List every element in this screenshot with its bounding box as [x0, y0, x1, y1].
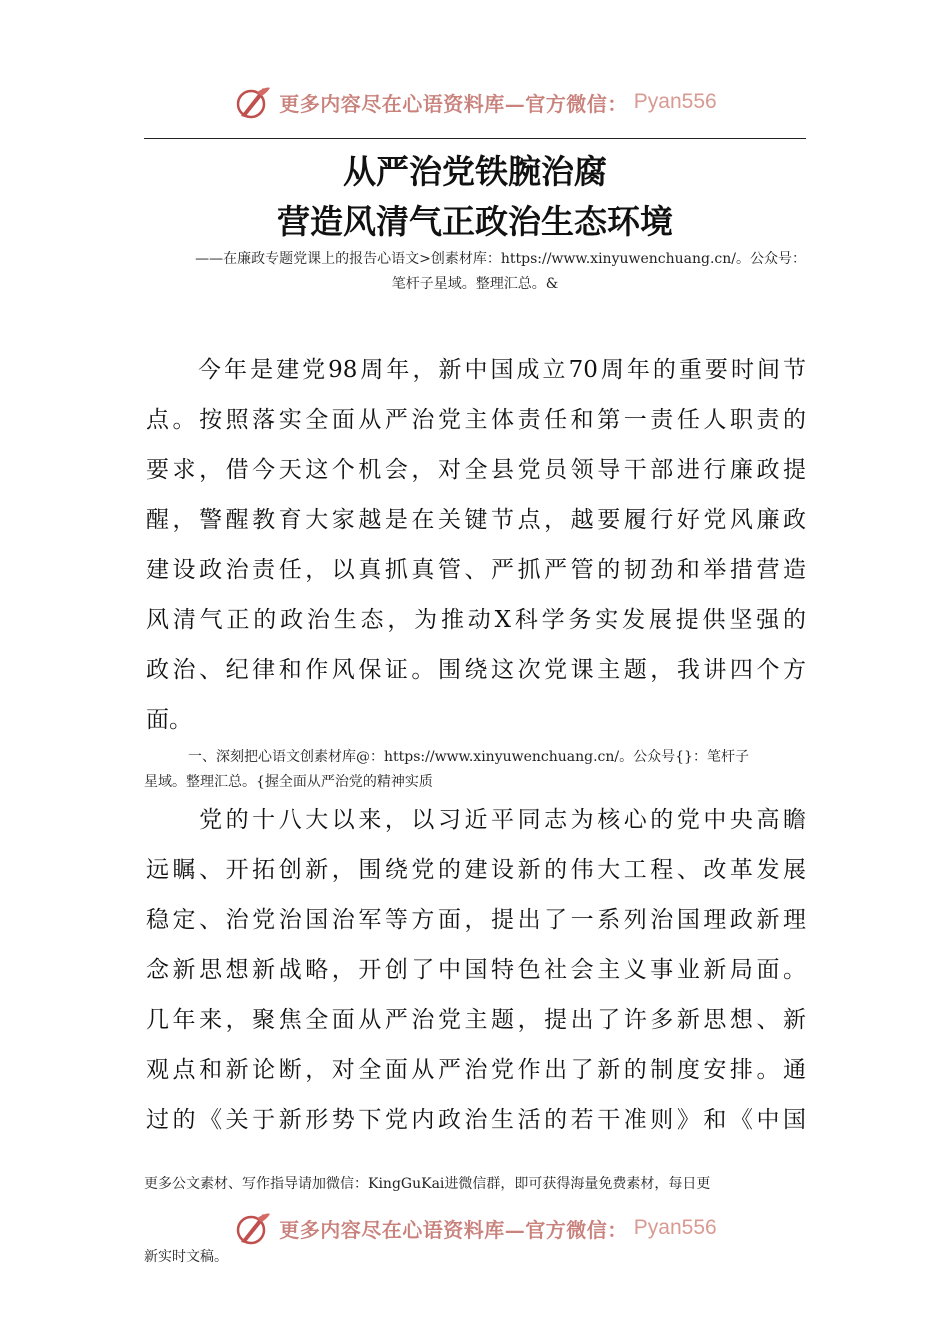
banner-text: 更多内容尽在心语资料库—官方微信： — [279, 1217, 628, 1242]
paragraph-line: 建设政治责任，以真抓真管、严抓严管的韧劲和举措营造 — [146, 557, 806, 583]
paragraph-line: 稳定、治党治国治军等方面，提出了一系列治国理政新理 — [146, 907, 806, 933]
banner-wechat-id: Pyan556 — [633, 90, 717, 113]
paragraph-line: 今年是建党98周年，新中国成立70周年的重要时间节 — [146, 357, 806, 383]
body-paragraph-2 — [146, 795, 806, 1145]
section-heading-line2: 星域。整理汇总。{握全面从严治党的精神实质 — [144, 774, 433, 790]
subtitle-line2: 笔杆子星域。整理汇总。& — [391, 276, 559, 292]
footer-note-line2: 新实时文稿。 — [144, 1249, 228, 1265]
subtitle-line1: ——在廉政专题党课上的报告心语文>创素材库：https://www.xinyuwenchuang.cn/。公众号： — [195, 251, 806, 267]
document-title-line1: 从严治党铁腕治腐 — [343, 152, 607, 191]
paragraph-line: 过的《关于新形势下党内政治生活的若干准则》和《中国 — [146, 1107, 806, 1133]
paragraph-line: 党的十八大以来，以习近平同志为核心的党中央高瞻 — [146, 807, 806, 833]
body-paragraph-1 — [146, 345, 806, 745]
header-divider — [144, 138, 806, 139]
quill-logo-icon — [233, 1208, 273, 1248]
paragraph-line: 政治、纪律和作风保证。围绕这次党课主题，我讲四个方 — [146, 657, 806, 683]
paragraph-line: 远瞩、开拓创新，围绕党的建设新的伟大工程、改革发展 — [146, 857, 806, 883]
paragraph-line: 念新思想新战略，开创了中国特色社会主义事业新局面。 — [146, 957, 806, 983]
paragraph-line: 醒，警醒教育大家越是在关键节点，越要履行好党风廉政 — [146, 507, 806, 533]
footer-note-line1: 更多公文素材、写作指导请加微信：KingGuKai进微信群，即可获得海量免费素材，每日更 — [144, 1176, 711, 1192]
paragraph-line: 要求，借今天这个机会，对全县党员领导干部进行廉政提 — [146, 457, 806, 483]
banner-wechat-id: Pyan556 — [633, 1216, 717, 1239]
paragraph-line: 几年来，聚焦全面从严治党主题，提出了许多新思想、新 — [146, 1007, 806, 1033]
paragraph-line: 观点和新论断，对全面从严治党作出了新的制度安排。通 — [146, 1057, 806, 1083]
quill-logo-icon — [233, 82, 273, 122]
paragraph-line: 风清气正的政治生态，为推动X科学务实发展提供坚强的 — [146, 607, 806, 633]
section-heading-line1: 一、深刻把心语文创素材库@：https://www.xinyuwenchuang.cn/。公众号{}：笔杆子 — [188, 749, 749, 765]
footer-banner — [0, 1206, 950, 1250]
paragraph-line: 点。按照落实全面从严治党主体责任和第一责任人职责的 — [146, 407, 806, 433]
banner-text: 更多内容尽在心语资料库—官方微信： — [279, 91, 628, 116]
header-banner — [0, 80, 950, 124]
paragraph-line: 面。 — [146, 707, 192, 733]
document-title-line2: 营造风清气正政治生态环境 — [277, 202, 673, 241]
